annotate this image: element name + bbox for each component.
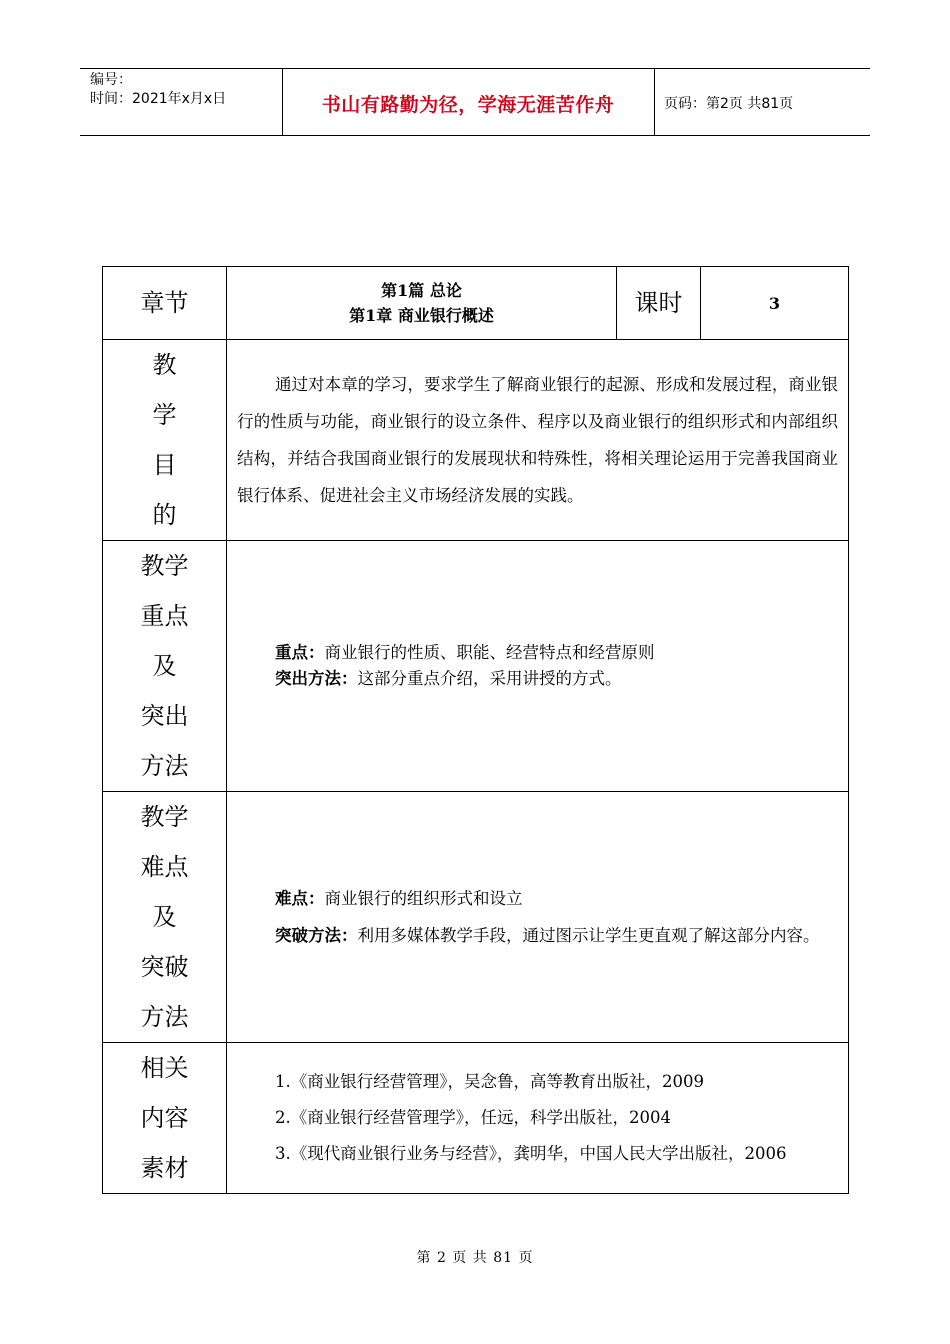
header-date: 时间：2021年x月x日 [90,91,227,107]
difficulties-row [103,792,849,1043]
key-points-label-line: 方法 [140,752,189,780]
key-point-label: 重点： [275,643,325,662]
objectives-label-char: 的 [152,501,177,529]
chapter-title-line2: 第1章 商业银行概述 [349,306,494,325]
key-point-text: 商业银行的性质、职能、经营特点和经营原则 [324,643,655,662]
chapter-title-line1: 第1篇 总论 [381,281,462,300]
materials-label-line: 相关 [140,1054,189,1082]
key-points-label-line: 重点 [140,602,189,630]
key-method-text: 这部分重点介绍，采用讲授的方式。 [357,669,622,688]
material-item: 2.《商业银行经营管理学》，任远，科学出版社，2004 [275,1108,671,1127]
hours-label: 课时 [617,267,701,340]
chapter-row [103,267,849,340]
key-points-content [227,541,849,792]
difficulties-content [227,792,849,1043]
difficulties-label-line: 方法 [140,1003,189,1031]
key-points-label-line: 及 [152,652,177,680]
difficulties-label [103,792,227,1043]
objectives-label-char: 学 [152,401,177,429]
objectives-label-char: 教 [152,351,177,379]
header-number-label: 编号： [90,72,132,88]
difficulty-text: 商业银行的组织形式和设立 [324,889,523,908]
lesson-plan-table [102,266,849,1194]
header-divider-2 [654,68,655,136]
objectives-label-char: 目 [152,451,177,479]
key-points-label-line: 突出 [140,702,189,730]
materials-row [103,1043,849,1194]
chapter-label: 章节 [103,267,227,340]
difficulty-method-text: 利用多媒体教学手段，通过图示让学生更直观了解这部分内容。 [357,926,820,945]
difficulties-label-line: 及 [152,903,177,931]
objectives-label [103,340,227,541]
materials-label-line: 内容 [140,1104,189,1132]
difficulties-label-line: 突破 [140,953,189,981]
hours-value: 3 [701,267,849,340]
header-bottom-rule [80,135,870,136]
material-item: 3.《现代商业银行业务与经营》，龚明华，中国人民大学出版社，2006 [275,1144,787,1163]
objectives-row [103,340,849,541]
difficulty-label: 难点： [275,889,325,908]
difficulty-line [237,880,838,917]
objectives-text: 通过对本章的学习，要求学生了解商业银行的起源、形成和发展过程，商业银行的性质与功能，商业银行的设立条件、程序以及商业银行的组织形式和内部组织结构，并结合我国商业银行的发展现状和特殊性，将相关理论运用于完善我国商业银行体系、促进社会主义市场经济发展的实践。 [237,375,838,505]
difficulties-label-line: 难点 [140,853,189,881]
key-point-line [237,640,838,666]
header-top-rule [80,68,870,69]
key-points-label [103,541,227,792]
difficulties-label-line: 教学 [140,803,189,831]
header-meta [90,71,226,109]
difficulty-method-line [237,917,838,954]
materials-content [227,1043,849,1194]
objectives-content [227,340,849,541]
difficulty-method-label: 突破方法： [275,926,358,945]
key-points-label-line: 教学 [140,552,189,580]
header-motto: 书山有路勤为径，学海无涯苦作舟 [321,94,615,116]
material-item: 1.《商业银行经营管理》，吴念鲁，高等教育出版社，2009 [275,1072,704,1091]
materials-label-line: 素材 [140,1154,189,1182]
key-method-line [237,666,838,692]
page-footer: 第 2 页 共 81 页 [416,1250,534,1266]
header-page-info: 页码：第2页 共81页 [664,96,794,112]
key-method-label: 突出方法： [275,669,358,688]
key-points-row [103,541,849,792]
chapter-title [227,267,617,340]
materials-label [103,1043,227,1194]
